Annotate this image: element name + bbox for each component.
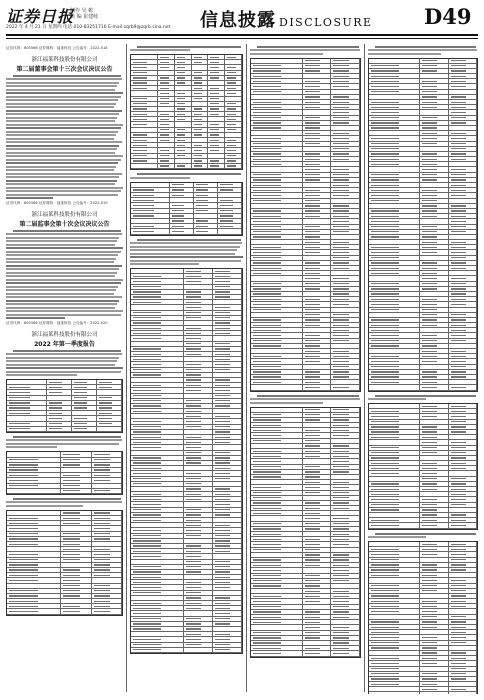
text-line <box>130 49 190 51</box>
table-cell <box>331 651 360 656</box>
financial-table <box>250 407 361 658</box>
announcement-body <box>6 498 123 507</box>
masthead <box>0 0 484 44</box>
text-line <box>6 99 118 101</box>
text-line <box>6 82 119 84</box>
financial-table <box>6 379 123 433</box>
text-line <box>6 145 119 147</box>
text-line <box>6 141 122 143</box>
section-title-cn: 信息披露 <box>200 10 276 31</box>
text-line <box>6 307 115 309</box>
text-line <box>137 173 241 175</box>
text-line <box>130 260 241 262</box>
announcement-code-line: 证券代码：605566 证券简称：福莱科技 公告编号：2022-019 <box>6 201 108 205</box>
text-line <box>13 230 121 232</box>
announcement-code-line: 证券代码：605566 证券简称：福莱科技 公告编号：2022-020 <box>6 321 108 325</box>
text-line <box>6 254 118 256</box>
table-caption <box>368 46 478 55</box>
table-cell <box>369 692 420 694</box>
text-line <box>6 176 119 178</box>
text-line <box>6 286 118 288</box>
table-cell <box>131 648 184 653</box>
announcement-title: 第二届监事会第十次会议决议公告 <box>19 221 110 228</box>
text-line <box>6 360 117 362</box>
announcement-company: 浙江福莱科技股份有限公司 <box>31 332 98 338</box>
text-line <box>137 46 241 48</box>
financial-table <box>130 182 243 236</box>
section-title <box>200 6 373 32</box>
table-cell <box>208 164 225 169</box>
table-caption <box>130 173 243 179</box>
text-line <box>368 536 426 538</box>
announcement-title: 第二届董事会第十三次会议决议公告 <box>16 66 113 73</box>
table-cell <box>61 609 91 614</box>
text-line <box>6 293 114 295</box>
text-line <box>6 300 119 302</box>
text-line <box>130 249 237 251</box>
text-line <box>250 49 360 51</box>
financial-table <box>368 541 478 694</box>
table-cell <box>192 164 209 169</box>
text-line <box>130 256 243 258</box>
table-cell <box>47 427 72 432</box>
financial-table <box>250 58 361 392</box>
text-line <box>6 233 122 235</box>
table-cell <box>449 385 477 390</box>
table-cell <box>213 648 242 653</box>
table-caption <box>250 395 361 404</box>
text-line <box>6 138 114 140</box>
table-cell <box>170 229 194 234</box>
financial-table <box>6 451 123 495</box>
masthead-rule-thin <box>6 38 478 39</box>
table-caption <box>368 533 478 539</box>
newspaper-logo: 证券日报 <box>6 7 75 26</box>
table-caption <box>368 395 478 401</box>
column-divider <box>246 44 247 692</box>
text-line <box>6 78 122 80</box>
text-line <box>6 501 122 503</box>
table-caption <box>250 46 361 55</box>
text-line <box>257 46 359 48</box>
table-cell <box>92 489 122 494</box>
column-4 <box>368 44 478 694</box>
financial-table <box>6 510 123 616</box>
text-line <box>6 310 123 312</box>
table-cell <box>303 651 332 656</box>
announcement-body <box>6 436 123 449</box>
text-line <box>257 395 359 397</box>
text-line <box>6 317 65 319</box>
text-line <box>6 180 117 182</box>
table-cell <box>420 385 448 390</box>
text-line <box>6 155 123 157</box>
text-line <box>13 498 121 500</box>
text-line <box>6 131 118 133</box>
table-cell <box>225 164 242 169</box>
text-line <box>130 177 190 179</box>
announcement-company: 浙江福莱科技股份有限公司 <box>31 57 98 63</box>
text-line <box>6 265 122 267</box>
text-line <box>6 103 116 105</box>
masthead-credit-line: 美 编 崔建岐 <box>70 14 99 20</box>
text-line <box>6 279 123 281</box>
text-line <box>6 173 122 175</box>
text-line <box>375 46 476 48</box>
text-line <box>6 110 122 112</box>
announcement-body <box>6 230 123 320</box>
table-caption <box>130 46 243 52</box>
table-cell <box>97 427 122 432</box>
text-line <box>6 183 115 185</box>
text-line <box>6 364 115 366</box>
text-line <box>6 244 115 246</box>
table-cell <box>72 427 97 432</box>
text-line <box>137 239 241 241</box>
financial-table <box>130 268 243 654</box>
table-cell <box>7 609 61 614</box>
table-cell <box>420 523 448 528</box>
text-line <box>6 367 123 369</box>
text-line <box>6 152 115 154</box>
text-line <box>6 247 123 249</box>
text-line <box>6 159 121 161</box>
text-line <box>6 92 123 94</box>
table-cell <box>131 164 158 169</box>
table-cell <box>251 385 303 390</box>
column-divider <box>126 44 127 692</box>
announcement-code-line: 证券代码：605566 证券简称：福莱科技 公告编号：2022-018 <box>6 46 108 50</box>
page-number: D49 <box>424 4 472 29</box>
text-line <box>6 374 77 376</box>
text-line <box>375 395 476 397</box>
column-2 <box>130 44 243 694</box>
section-title-en: DISCLOSURE <box>279 16 373 29</box>
text-line <box>13 436 121 438</box>
text-line <box>6 357 119 359</box>
text-line <box>6 296 122 298</box>
text-line <box>6 439 122 441</box>
text-line <box>6 237 119 239</box>
text-line <box>6 443 119 445</box>
masthead-date-contact: 2022 年 4 月 21 日 星期四 电话 010-83251716 E-mail:zqrb9@zqrb.sina.net <box>6 25 171 30</box>
text-line <box>6 272 117 274</box>
text-line <box>368 49 477 51</box>
text-line <box>6 113 119 115</box>
text-line <box>13 75 121 77</box>
financial-table <box>130 54 243 170</box>
table-cell <box>7 489 61 494</box>
text-line <box>6 106 114 108</box>
text-line <box>130 242 242 244</box>
masthead-rule <box>6 34 478 36</box>
text-line <box>6 289 116 291</box>
text-line <box>6 190 121 192</box>
text-line <box>6 162 118 164</box>
table-cell <box>131 229 170 234</box>
text-line <box>6 166 116 168</box>
column-divider <box>364 44 365 692</box>
table-cell <box>61 489 91 494</box>
text-line <box>6 282 121 284</box>
text-line <box>6 258 116 260</box>
announcement-company: 浙江福莱科技股份有限公司 <box>31 212 98 218</box>
text-line <box>6 117 117 119</box>
text-line <box>6 275 115 277</box>
text-line <box>368 398 426 400</box>
text-line <box>6 194 118 196</box>
table-cell <box>449 523 477 528</box>
table-cell <box>303 385 332 390</box>
table-cell <box>331 385 360 390</box>
text-line <box>6 261 114 263</box>
text-line <box>6 120 115 122</box>
text-line <box>250 402 323 404</box>
table-cell <box>7 427 47 432</box>
text-line <box>368 53 441 55</box>
table-cell <box>218 229 242 234</box>
financial-table <box>368 403 478 530</box>
text-line <box>250 53 323 55</box>
table-cell <box>449 692 477 694</box>
text-line <box>6 85 117 87</box>
column-1 <box>6 44 123 694</box>
table-cell <box>420 692 448 694</box>
text-line <box>6 187 123 189</box>
table-cell <box>158 164 175 169</box>
text-line <box>6 314 121 316</box>
text-line <box>6 134 116 136</box>
text-line <box>6 268 119 270</box>
financial-table <box>368 58 478 392</box>
text-line <box>6 505 83 507</box>
masthead-credit-line: 制作 吴 彬 <box>70 8 94 14</box>
column-3 <box>250 44 361 694</box>
text-line <box>6 240 117 242</box>
text-line <box>130 263 199 265</box>
text-line <box>6 251 121 253</box>
text-line <box>13 350 121 352</box>
text-line <box>6 446 57 448</box>
announcement-title: 2022 年第一季度报告 <box>34 341 95 348</box>
table-cell <box>92 609 122 614</box>
text-line <box>6 124 123 126</box>
text-line <box>130 253 235 255</box>
text-line <box>6 127 121 129</box>
announcement-body <box>6 75 123 200</box>
text-line <box>6 303 117 305</box>
text-line <box>130 246 240 248</box>
text-line <box>6 96 121 98</box>
table-note <box>130 239 243 266</box>
table-cell <box>184 648 213 653</box>
text-line <box>6 148 117 150</box>
text-line <box>6 89 115 91</box>
announcement-body <box>6 350 123 377</box>
text-line <box>250 398 360 400</box>
table-cell <box>369 385 420 390</box>
text-line <box>6 353 122 355</box>
table-cell <box>194 229 218 234</box>
table-cell <box>175 164 192 169</box>
table-cell <box>369 523 420 528</box>
text-line <box>6 197 53 199</box>
table-cell <box>251 651 303 656</box>
text-line <box>6 371 121 373</box>
text-line <box>6 169 114 171</box>
masthead-credits <box>70 8 98 20</box>
text-line <box>375 533 476 535</box>
